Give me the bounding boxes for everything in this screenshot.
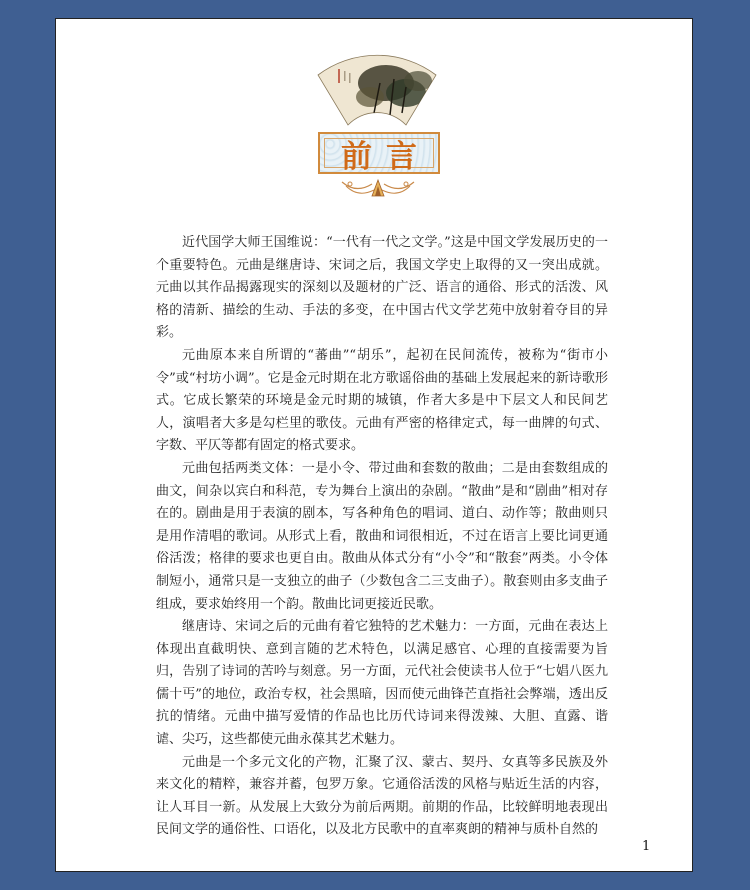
paragraph: 近代国学大师王国维说：“一代有一代之文学。”这是中国文学发展历史的一个重要特色。元曲是继唐诗、宋词之后，我国文学史上取得的又一突出成就。元曲以其作品揭露现实的深刻以及题材的广泛、语言的通俗、形式的活泼、风格的清新、描绘的生动、手法的多变，在中国古代文学艺苑中放射着夺目的异彩。 [156, 235, 608, 341]
scroll-ornament [336, 176, 420, 202]
paragraph: 继唐诗、宋词之后的元曲有着它独特的艺术魅力：一方面，元曲在表达上体现出直截明快、意到言随的艺术特色，以满足感官、心理的直接需要为旨归，告别了诗词的苦吟与刻意。另一方面，元代社会使读书人位于“七娼八医九儒十丐”的地位，政治专权，社会黑暗，因而使元曲锋芒直指社会弊端，透出反抗的情绪。元曲中描写爱情的作品也比历代诗词来得泼辣、大胆、直露、谐谑、尖巧，这些都使元曲永葆其艺术魅力。 [156, 619, 608, 748]
page-heading: 前言 [341, 138, 431, 175]
paragraph: 元曲包括两类文体：一是小令、带过曲和套数的散曲；二是由套数组成的曲文，间杂以宾白和科范，专为舞台上演出的杂剧。“散曲”是和“剧曲”相对存在的。剧曲是用于表演的剧本，写各种角色的唱词、道白、动作等；散曲则只是用作清唱的歌词。从形式上看，散曲和词很相近，不过在语言上要比词更通俗活泼；格律的要求也更自由。散曲从体式分有“小令”和“散套”两类。小令体制短小，通常只是一支独立的曲子（少数包含二三支曲子）。散套则由多支曲子组成，要求始终用一个韵。散曲比词更接近民歌。 [156, 460, 608, 612]
paragraph: 元曲是一个多元文化的产物，汇聚了汉、蒙古、契丹、女真等多民族及外来文化的精粹，兼容并蓄，包罗万象。它通俗活泼的风格与贴近生活的内容，让人耳目一新。从发展上大致分为前后两期。前期的作品，比较鲜明地表现出民间文学的通俗性、口语化，以及北方民歌中的直率爽朗的精神与质朴自然的 [156, 754, 608, 838]
heading-frame [318, 132, 440, 174]
document-page [55, 18, 693, 872]
paragraph: 元曲原本来自所谓的“蕃曲”“胡乐”，起初在民间流传，被称为“街市小令”或“村坊小调”。它是金元时期在北方歌谣俗曲的基础上发展起来的新诗歌形式。它成长繁荣的环境是金元时期的城镇，作者大多是中下层文人和民间艺人，演唱者大多是勾栏里的歌伎。元曲有严密的格律定式，每一曲牌的句式、字数、平仄等都有固定的格式要求。 [156, 347, 608, 454]
fan-painting-illustration [314, 53, 440, 127]
preface-body [156, 232, 608, 842]
page-number: 1 [642, 839, 651, 854]
